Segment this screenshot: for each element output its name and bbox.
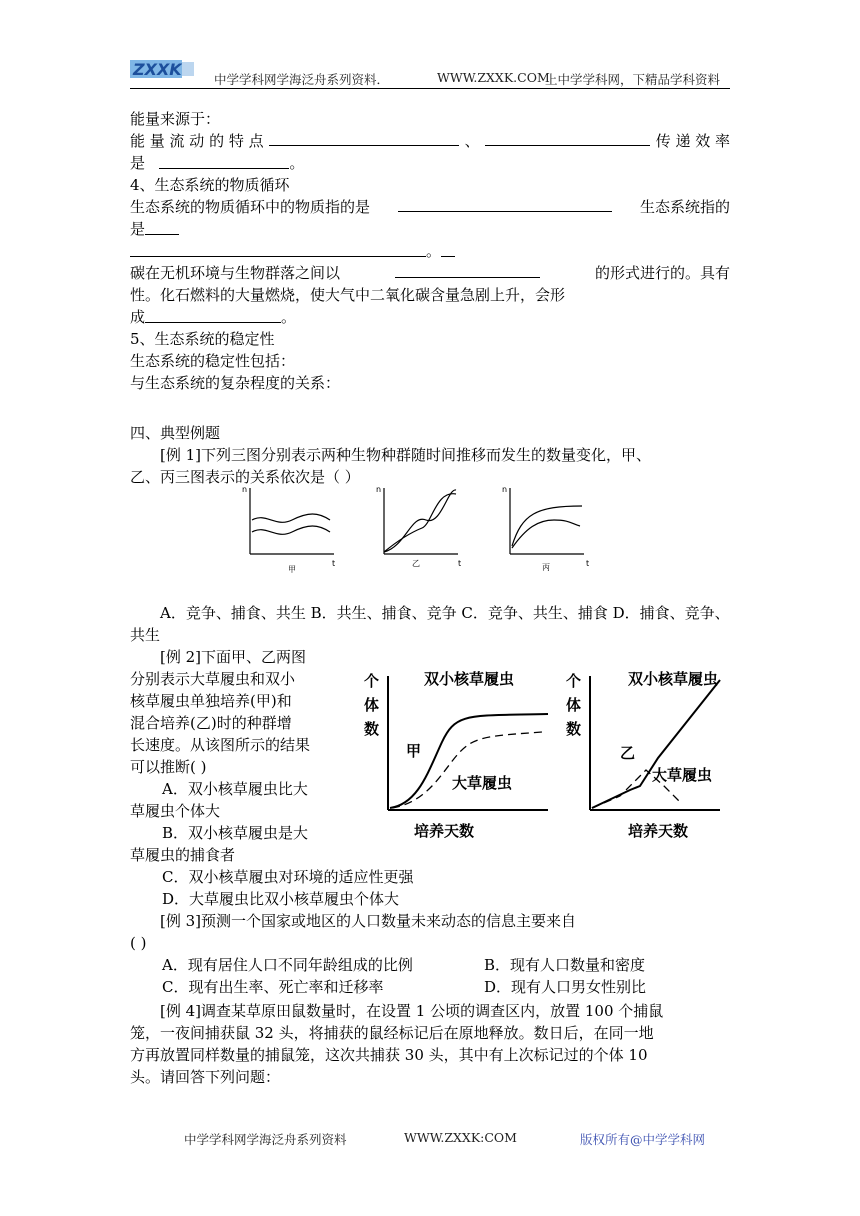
fig1-axis-t-3: t xyxy=(586,559,590,568)
fig2-ylabel-2-c: 数 xyxy=(566,720,582,738)
fig2-right-species2: 大草履虫 xyxy=(652,766,713,784)
text-example-3-option-d: D．现有人口男女性别比 xyxy=(484,978,647,996)
fig2-left-species2: 大草履虫 xyxy=(452,774,513,792)
blank-carbon-form[interactable] xyxy=(395,262,540,278)
text-example-4-line3: 方再放置同样数量的捕鼠笼，这次共捕获 30 头，其中有上次标记过的个体 10 xyxy=(130,1046,648,1064)
text-example-1-options-tail: 共生 xyxy=(130,626,161,644)
fig2-xlabel-right: 培养天数 xyxy=(628,822,689,838)
text-stability-includes: 生态系统的稳定性包括： xyxy=(130,352,296,370)
fig2-ylabel-1-c: 数 xyxy=(364,720,380,738)
svg-text:ZXXK: ZXXK xyxy=(133,60,182,79)
text-example-4-line4: 头。请回答下列问题： xyxy=(130,1068,281,1086)
header-site-url: WWW.ZXXK.COM xyxy=(437,70,550,85)
fig1-axis-n-3: n xyxy=(502,485,508,494)
footer-site-url[interactable]: WWW.ZXXK:COM xyxy=(404,1130,517,1145)
text-example-2-line1: [例 2]下面甲、乙两图 xyxy=(160,648,307,666)
text-example-3-option-a: A．现有居住人口不同年龄组成的比例 xyxy=(162,956,413,974)
fig2-right-label-yi: 乙 xyxy=(620,744,636,762)
zxxk-logo xyxy=(130,58,194,82)
header-left-text: 中学学科网学海泛舟系列资料． xyxy=(214,72,390,87)
fig2-left-species1: 双小核草履虫 xyxy=(424,670,515,688)
fig1-label-bing: 丙 xyxy=(542,563,550,572)
text-example-2-option-a: A．双小核草履虫比大 xyxy=(162,780,308,798)
fig2-xlabel-left: 培养天数 xyxy=(414,822,475,838)
fig1-label-yi: 乙 xyxy=(412,559,420,568)
figure-1-population-graphs xyxy=(236,484,598,576)
text-example-1-line1: [例 1]下列三图分别表示两种生物种群随时间推移而发生的数量变化，甲、 xyxy=(160,446,652,464)
text-example-2-line5: 长速度。从该图所示的结果 xyxy=(130,736,311,754)
text-example-4-line1: [例 4]调查某草原田鼠数量时，在设置 1 公顷的调查区内，放置 100 个捕鼠 xyxy=(160,1002,664,1020)
text-example-2-option-b: B．双小核草履虫是大 xyxy=(162,824,309,842)
blank-feature-1[interactable] xyxy=(269,130,459,146)
text-example-2-option-c: C．双小核草履虫对环境的适应性更强 xyxy=(162,868,414,886)
text-example-2-line2: 分别表示大草履虫和双小 xyxy=(130,670,296,688)
fig1-label-jia: 甲 xyxy=(288,565,296,574)
text-blank-line: 。 xyxy=(130,240,455,262)
fig2-ylabel-1-b: 体 xyxy=(364,696,380,714)
blank-feature-2[interactable] xyxy=(485,130,650,146)
footer-copyright: 版权所有@中学学科网 xyxy=(580,1132,706,1147)
text-example-3-question: [例 3]预测一个国家或地区的人口数量未来动态的信息主要来自 xyxy=(160,912,577,930)
text-example-2-option-d: D．大草履虫比双小核草履虫个体大 xyxy=(162,890,400,908)
header-rule xyxy=(130,88,730,89)
fig1-axis-t-1: t xyxy=(332,559,336,568)
blank-material[interactable] xyxy=(398,196,612,212)
text-formation: 成 。 xyxy=(130,308,297,326)
text-fossil-fuel: 性。化石燃料的大量燃烧，使大气中二氧化碳含量急剧上升，会形 xyxy=(130,286,566,304)
text-carbon-cycle: 碳在无机环境与生物群落之间以 的形式进行的。具有 xyxy=(130,264,730,282)
fig1-axis-t-2: t xyxy=(458,559,462,568)
text-example-1-line2: 乙、丙三图表示的关系依次是（ ） xyxy=(130,468,360,486)
text-example-4-line2: 笼，一夜间捕获鼠 32 头，将捕获的鼠经标记后在原地释放。数日后，在同一地 xyxy=(130,1024,654,1042)
text-example-1-options: A．竞争、捕食、共生 B．共生、捕食、竞争 C．竞争、共生、捕食 D．捕食、竞争、 xyxy=(160,604,730,622)
fig2-ylabel-2-b: 体 xyxy=(566,696,582,714)
text-energy-source: 能量来源于： xyxy=(130,110,221,128)
text-efficiency: 是 。 xyxy=(130,154,305,172)
heading-typical-examples: 四、典型例题 xyxy=(130,424,221,442)
text-example-2-line4: 混合培养(乙)时的种群增 xyxy=(130,714,292,732)
text-example-3-bracket: ( ) xyxy=(130,934,147,952)
blank-formation[interactable] xyxy=(145,307,281,323)
heading-material-cycle: 4、生态系统的物质循环 xyxy=(130,176,290,194)
text-example-2-option-b-cont: 草履虫的捕食者 xyxy=(130,846,236,864)
fig2-ylabel-2-a: 个 xyxy=(566,672,582,690)
text-is: 是 xyxy=(130,218,179,240)
blank-efficiency[interactable] xyxy=(159,153,289,169)
header-right-text: 上中学学科网，下精品学科资料 xyxy=(545,72,721,87)
text-stability-complexity: 与生态系统的复杂程度的关系： xyxy=(130,374,341,392)
text-energy-features: 能 量 流 动 的 特 点 、 传 递 效 率 xyxy=(130,132,730,150)
blank-ecosystem-definition[interactable] xyxy=(130,241,426,257)
text-material-cycle: 生态系统的物质循环中的物质指的是 生态系统指的 xyxy=(130,198,730,216)
text-example-2-line6: 可以推断( ) xyxy=(130,758,207,776)
text-example-3-option-c: C．现有出生率、死亡率和迁移率 xyxy=(162,978,384,996)
footer-left-text: 中学学科网学海泛舟系列资料 xyxy=(184,1132,347,1147)
fig2-left-label-jia: 甲 xyxy=(406,742,422,760)
blank-is[interactable] xyxy=(145,219,179,235)
heading-stability: 5、生态系统的稳定性 xyxy=(130,330,275,348)
fig2-ylabel-1-a: 个 xyxy=(364,672,380,690)
fig2-right-species1: 双小核草履虫 xyxy=(628,670,719,688)
text-example-3-option-b: B．现有人口数量和密度 xyxy=(484,956,646,974)
text-example-2-option-a-cont: 草履虫个体大 xyxy=(130,802,221,820)
text-example-2-line3: 核草履虫单独培养(甲)和 xyxy=(130,692,292,710)
figure-2-paramecium-graphs xyxy=(358,662,730,838)
fig1-axis-n-1: n xyxy=(242,485,248,494)
fig1-axis-n-2: n xyxy=(376,485,382,494)
